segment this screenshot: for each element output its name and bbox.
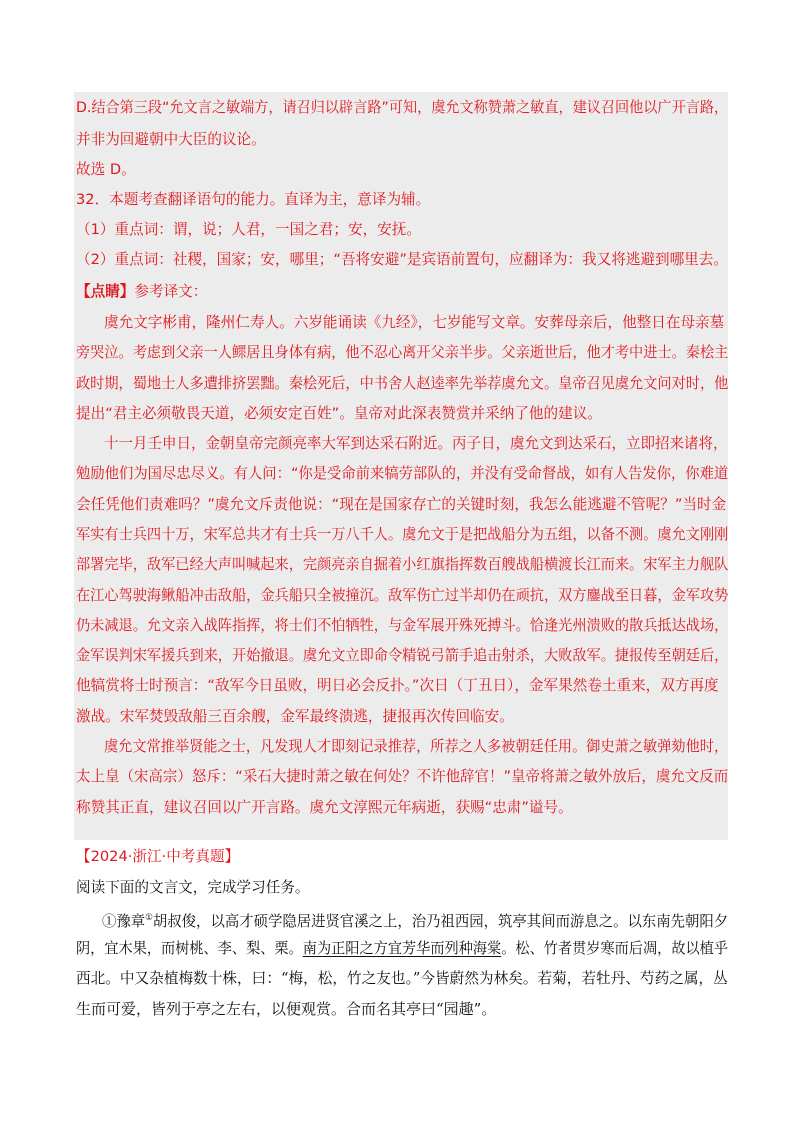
option-d-line-2: 并非为回避朝中大臣的议论。 bbox=[76, 131, 266, 148]
option-d-line-1: D.结合第三段“允文言之敏端方，请召归以辟言路”可知，虞允文称赞萧之敏直，建议召回他以广开言路， bbox=[76, 99, 729, 116]
question-32-point-2: （2）重点词：社稷，国家；安，哪里；“吾将安避”是宾语前置句，应翻译为：我又将逃避到哪里去。 bbox=[76, 251, 728, 268]
tip-label: 【点睛】 bbox=[76, 283, 135, 300]
translation-para2-line: 激战。宋军焚毁敌船三百余艘，金军最终溃逃，捷报再次传回临安。 bbox=[76, 708, 514, 725]
translation-para1-line: 政时期，蜀地士人多遭排挤罢黜。秦桧死后，中书舍人赵逵率先举荐虞允文。皇帝召见虞允文问对时，他 bbox=[76, 375, 729, 392]
translation-para2-line: 军实有士兵四十万，宋军总共才有士兵一万八千人。虞允文于是把战船分为五组，以备不测。虞允文刚刚 bbox=[76, 526, 729, 543]
passage-text: 豫章 bbox=[116, 912, 146, 930]
translation-para1-line: 虞允文字彬甫，隆州仁寿人。六岁能诵读《九经》，七岁能写文章。安葬母亲后，他整日在母亲墓 bbox=[104, 314, 725, 331]
translation-para2-line: 在江心驾驶海鳅船冲击敌船，金兵船只全被撞沉。敌军伤亡过半却仍在顽抗，双方鏖战至日暮，金军攻势 bbox=[76, 587, 729, 604]
translation-para3-line: 虞允文常推举贤能之士，凡发现人才即刻记录推荐，所荐之人多被朝廷任用。御史萧之敏弹劾他时， bbox=[104, 738, 729, 755]
paragraph-number: ① bbox=[102, 912, 117, 930]
exam-source-tag: 【2024·浙江·中考真题】 bbox=[76, 848, 240, 865]
translation-para2-line: 勉励他们为国尽忠尽义。有人问：“你是受命前来犒劳部队的，并没有受命督战，如有人告发你，你难道 bbox=[76, 465, 729, 482]
translation-para1-line: 旁哭泣。考虑到父亲一人鳏居且身体有病，他不忍心离开父亲半步。父亲逝世后，他才考中进士。秦桧主 bbox=[76, 344, 729, 361]
passage-line-1 bbox=[102, 908, 728, 931]
passage-line-4: 生而可爱，皆列于亭之左右，以便观赏。合而名其亭曰“园趣”。 bbox=[76, 1000, 497, 1018]
footnote-marker: ① bbox=[145, 913, 153, 923]
translation-para1-line: 提出“君主必须敬畏天道，必须安定百姓”。皇帝对此深表赞赏并采纳了他的建议。 bbox=[76, 405, 602, 422]
translation-para2-line: 金军误判宋军援兵到来，开始撤退。虞允文立即命令精锐弓箭手追击射杀，大败敌军。捷报传至朝廷后， bbox=[76, 647, 729, 664]
answer-line: 故选 D。 bbox=[76, 161, 136, 178]
translation-para2-line: 会任凭他们责难吗？”虞允文斥责他说：“现在是国家存亡的关键时刻，我怎么能逃避不管呢？”当时金 bbox=[76, 496, 727, 513]
passage-line-3: 西北。中又杂植梅数十株，曰：“梅，松，竹之友也。”今皆蔚然为林矣。若菊，若牡丹、芍药之属，丛 bbox=[76, 969, 728, 987]
underlined-sentence: 南为正阳之方宜芳华而列种海棠 bbox=[302, 939, 502, 957]
tip-line bbox=[76, 282, 207, 302]
tip-text: 参考译文： bbox=[134, 283, 208, 300]
translation-para3-line: 太上皇（宋高宗）怒斥：“采石大捷时萧之敏在何处？不许他辞官！”皇帝将萧之敏外放后，虞允文反而 bbox=[76, 768, 729, 785]
question-32-title: 32．本题考查翻译语句的能力。直译为主，意译为辅。 bbox=[76, 191, 431, 208]
translation-para3-line: 称赞其正直，建议召回以广开言路。虞允文淳熙元年病逝，获赐“忠肃”谥号。 bbox=[76, 799, 573, 816]
translation-para2-line: 部署完毕，敌军已经大声叫喊起来，完颜亮亲自掘着小红旗指挥数百艘战船横渡长江而来。宋军主力舰队 bbox=[76, 556, 729, 573]
translation-para2-line: 仍未减退。允文亲入战阵指挥，将士们不怕牺牲，与金军展开殊死搏斗。恰逢光州溃败的散兵抵达战场， bbox=[76, 617, 729, 634]
translation-para2-line: 他犒赏将士时预言：“敌军今日虽败，明日必会反扑。”次日（丁丑日），金军果然卷土重来，双方再度 bbox=[76, 677, 719, 694]
passage-line-2 bbox=[76, 938, 728, 958]
exam-instruction: 阅读下面的文言文，完成学习任务。 bbox=[76, 879, 310, 896]
translation-para2-line: 十一月壬申日，金朝皇帝完颜亮率大军到达采石附近。丙子日，虞允文到达采石，立即招来诸将， bbox=[104, 435, 728, 452]
passage-text: 胡叔俊，以高才硕学隐居进贤官溪之上，治乃祖西园，筑亭其间而游息之。以东南先朝阳夕 bbox=[152, 912, 729, 930]
passage-text: 阴，宜木果，而树桃、李、梨、栗。 bbox=[76, 939, 303, 957]
question-32-point-1: （1）重点词：谓，说；人君，一国之君；安，安抚。 bbox=[76, 221, 421, 238]
passage-text: 。松、竹者贯岁寒而后凋，故以植乎 bbox=[501, 939, 729, 957]
